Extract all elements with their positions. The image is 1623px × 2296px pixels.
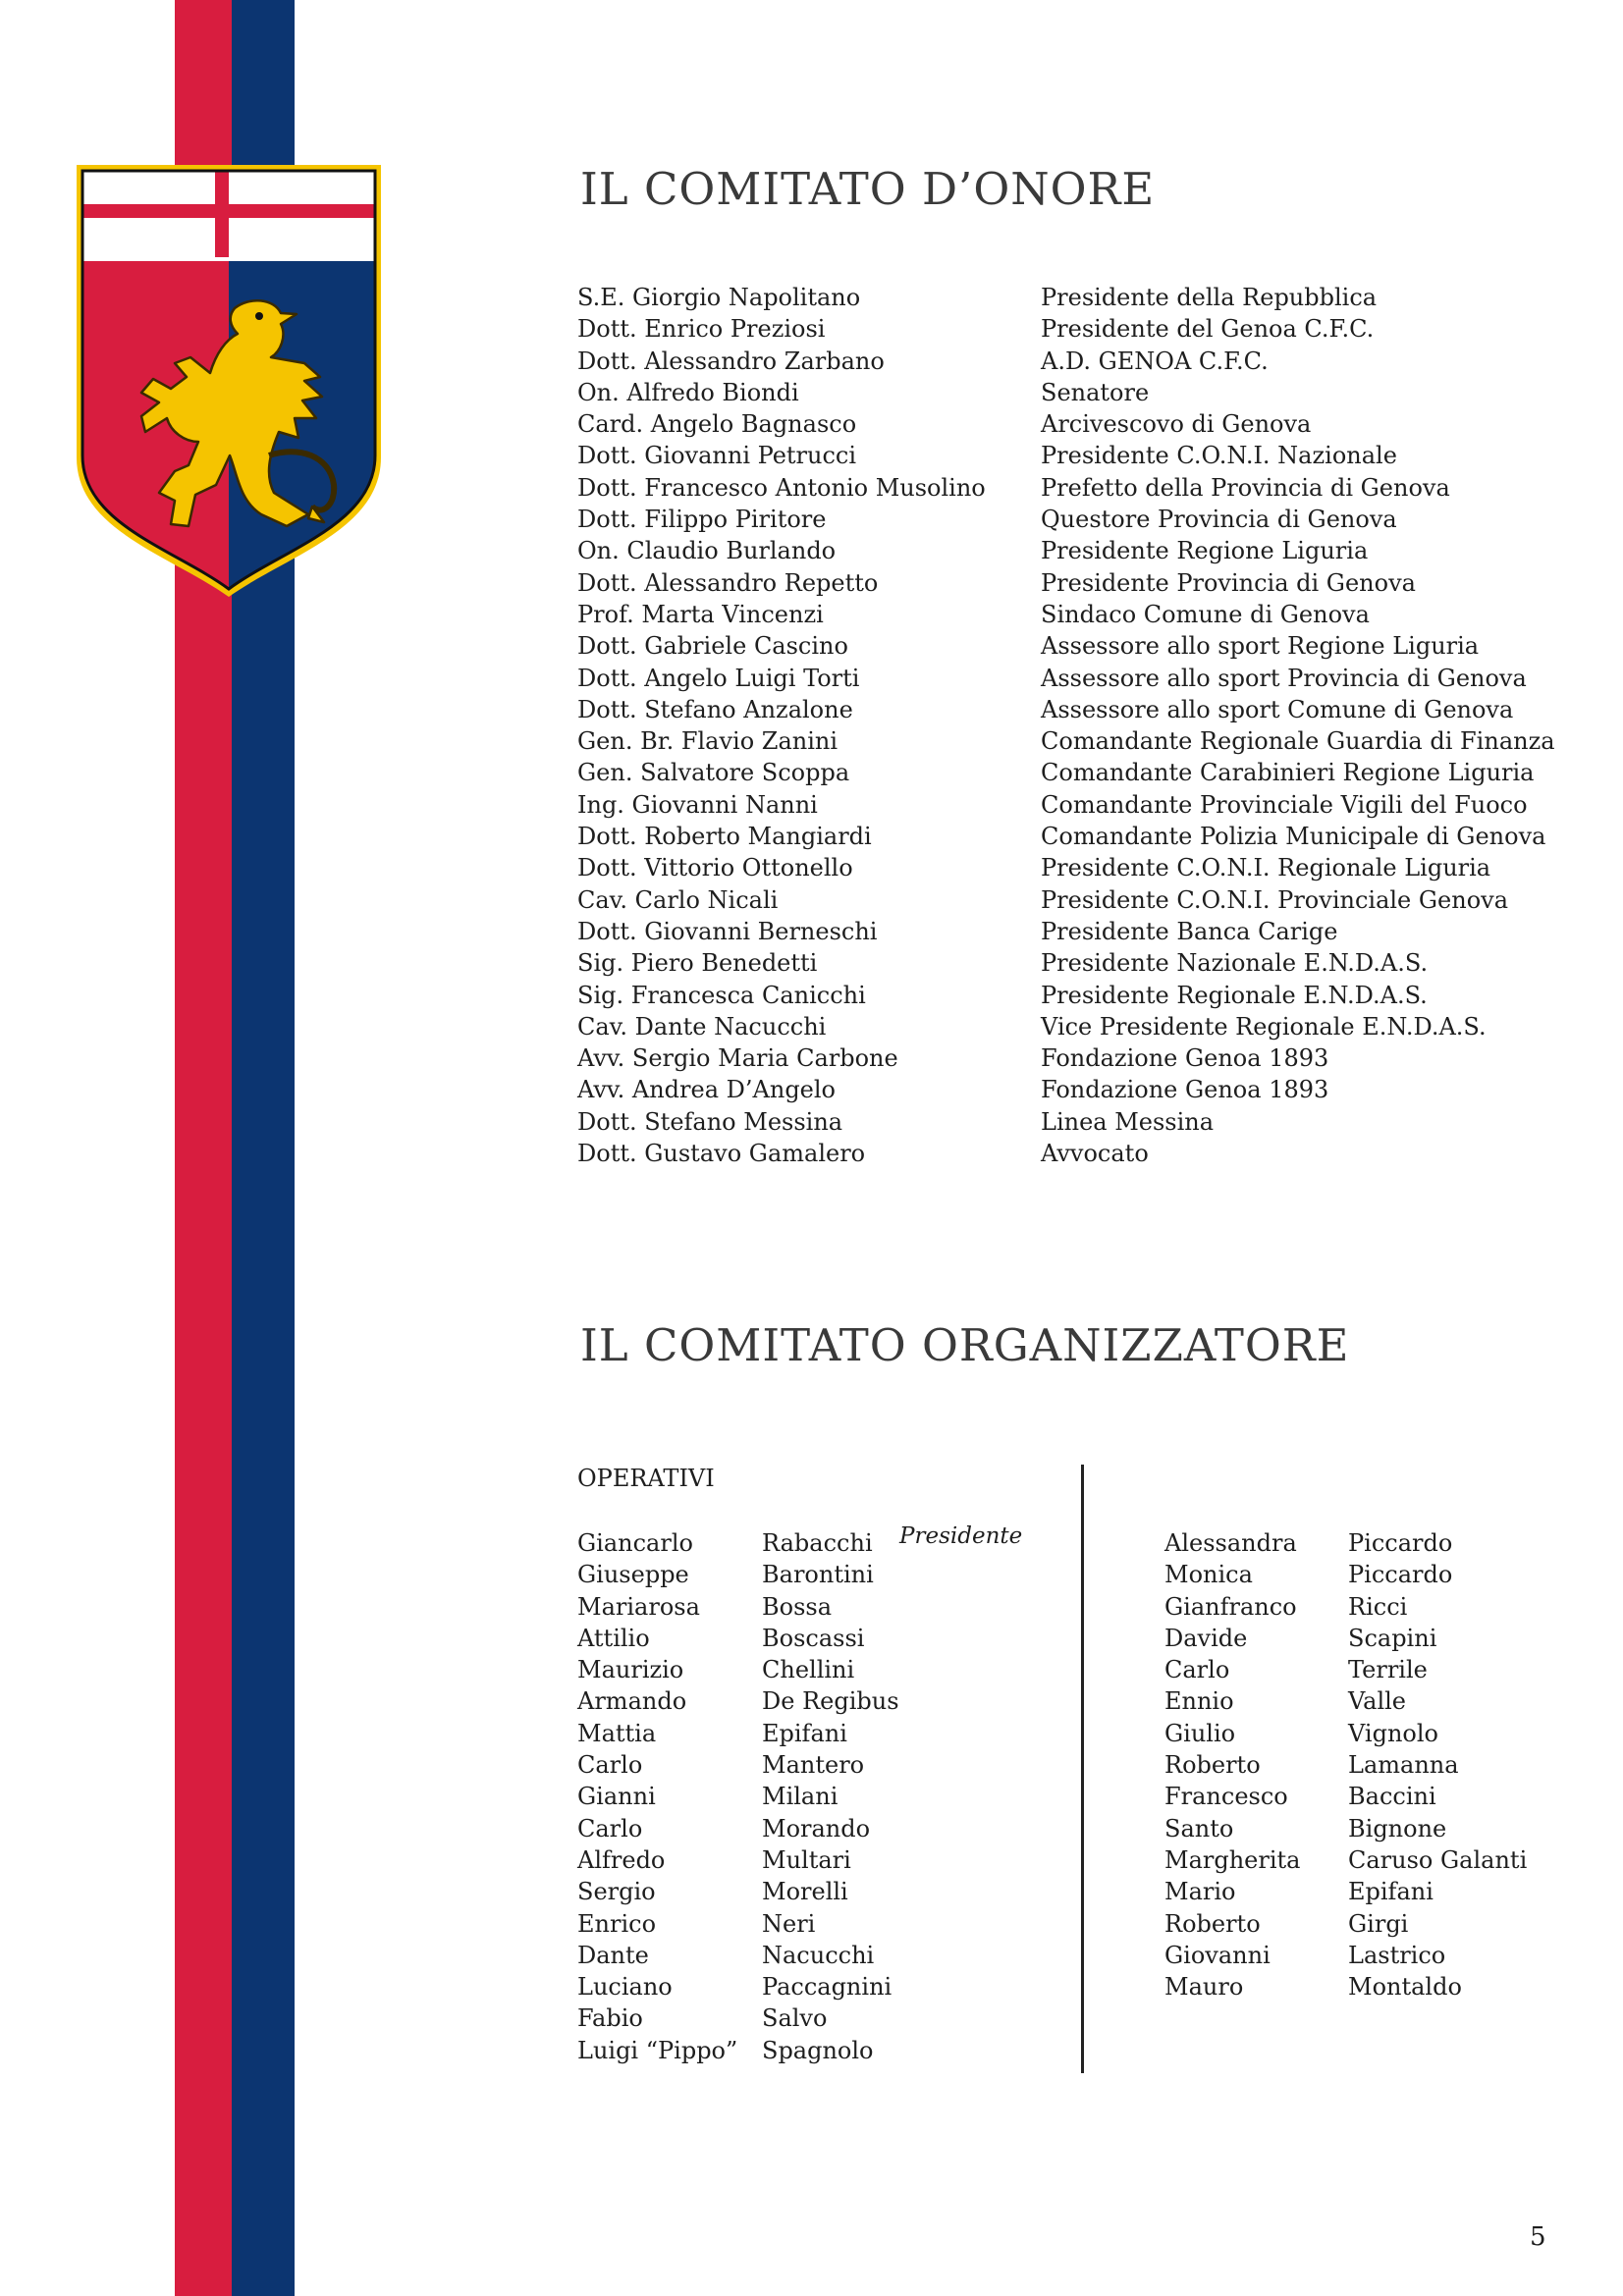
list-item	[577, 346, 1555, 377]
list-item	[577, 2002, 899, 2034]
first-name: Giuseppe	[577, 1561, 689, 1589]
list-item	[577, 1718, 899, 1749]
member-role: Linea Messina	[1041, 1107, 1215, 1136]
member-name: Dott. Gustavo Gamalero	[577, 1140, 866, 1168]
list-item	[577, 1559, 899, 1590]
member-name: Dott. Alessandro Zarbano	[577, 347, 885, 375]
last-name: Epifani	[1348, 1878, 1434, 1906]
list-item	[577, 757, 1555, 788]
last-name: Milani	[762, 1783, 839, 1811]
member-role: Presidente Nazionale E.N.D.A.S.	[1041, 949, 1429, 978]
first-name: Mario	[1164, 1878, 1236, 1906]
first-name: Davide	[1164, 1624, 1248, 1652]
member-role: A.D. GENOA C.F.C.	[1041, 347, 1269, 375]
list-item	[577, 852, 1555, 883]
list-item	[1164, 1813, 1527, 1844]
member-name: Dott. Enrico Preziosi	[577, 315, 826, 344]
first-name: Alessandra	[1164, 1529, 1297, 1557]
first-name: Gianni	[577, 1783, 656, 1811]
list-item	[577, 1042, 1555, 1074]
list-item	[577, 1623, 899, 1654]
member-role: Assessore allo sport Comune di Genova	[1041, 695, 1514, 723]
list-item	[577, 630, 1555, 662]
operativi-left-list	[577, 1527, 899, 2066]
list-item	[1164, 1718, 1527, 1749]
honor-committee-title: IL COMITATO D’ONORE	[580, 163, 1156, 215]
member-name: Dott. Angelo Luigi Torti	[577, 664, 860, 692]
first-name: Mauro	[1164, 1973, 1244, 2002]
member-name: Dott. Filippo Piritore	[577, 506, 827, 534]
first-name: Armando	[577, 1687, 687, 1716]
last-name: Epifani	[762, 1719, 847, 1747]
first-name: Enrico	[577, 1909, 657, 1938]
member-role: Assessore allo sport Provincia di Genova	[1041, 664, 1527, 692]
list-item	[1164, 1940, 1527, 1971]
last-name: Valle	[1348, 1687, 1406, 1716]
member-name: Avv. Sergio Maria Carbone	[577, 1044, 898, 1073]
member-role: Comandante Provinciale Vigili del Fuoco	[1041, 790, 1528, 819]
member-name: Ing. Giovanni Nanni	[577, 790, 818, 819]
list-item	[577, 789, 1555, 821]
member-name: Dott. Gabriele Cascino	[577, 632, 848, 661]
first-name: Margherita	[1164, 1845, 1301, 1874]
page-number: 5	[1530, 2222, 1546, 2252]
last-name: Piccardo	[1348, 1529, 1453, 1557]
member-role: Presidente C.O.N.I. Nazionale	[1041, 442, 1397, 470]
list-item	[577, 1813, 899, 1844]
list-item	[577, 1138, 1555, 1169]
member-name: Dott. Stefano Anzalone	[577, 695, 853, 723]
list-item	[577, 980, 1555, 1011]
first-name: Roberto	[1164, 1751, 1261, 1780]
member-role: Presidente Regionale E.N.D.A.S.	[1041, 981, 1428, 1009]
member-name: S.E. Giorgio Napolitano	[577, 284, 861, 311]
list-item	[1164, 1781, 1527, 1812]
list-item	[577, 1591, 899, 1623]
member-name: Gen. Salvatore Scoppa	[577, 759, 850, 787]
member-role: Assessore allo sport Regione Liguria	[1041, 632, 1480, 661]
last-name: Spagnolo	[762, 2036, 874, 2064]
first-name: Giovanni	[1164, 1941, 1271, 1969]
first-name: Santo	[1164, 1814, 1234, 1842]
member-role: Comandante Carabinieri Regione Liguria	[1041, 759, 1535, 787]
list-item	[577, 663, 1555, 694]
list-item	[577, 1876, 899, 1907]
member-role: Prefetto della Provincia di Genova	[1041, 473, 1450, 502]
list-item	[577, 440, 1555, 471]
first-name: Gianfranco	[1164, 1592, 1297, 1621]
last-name: Lamanna	[1348, 1751, 1459, 1780]
last-name: Neri	[762, 1909, 816, 1938]
last-name: Paccagnini	[762, 1973, 893, 2002]
list-item	[1164, 1527, 1527, 1559]
last-name: Boscassi	[762, 1624, 865, 1652]
member-name: Dott. Roberto Mangiardi	[577, 823, 872, 851]
last-name: Rabacchi	[762, 1529, 873, 1557]
list-item	[577, 884, 1555, 916]
list-item	[577, 1971, 899, 2002]
list-item	[577, 567, 1555, 599]
first-name: Giancarlo	[577, 1529, 693, 1557]
member-role: Presidente Regione Liguria	[1041, 537, 1369, 565]
member-role: Presidente della Repubblica	[1041, 284, 1378, 311]
last-name: Girgi	[1348, 1909, 1409, 1938]
first-name: Mattia	[577, 1719, 657, 1747]
first-name: Luciano	[577, 1973, 673, 2002]
list-item	[577, 408, 1555, 440]
list-item	[577, 1781, 899, 1812]
list-item	[577, 313, 1555, 345]
list-item	[577, 535, 1555, 566]
honor-committee-list	[577, 282, 1555, 1169]
list-item	[577, 1908, 899, 1940]
last-name: Scapini	[1348, 1624, 1437, 1652]
list-item	[577, 599, 1555, 630]
operativi-label: OPERATIVI	[577, 1465, 715, 1492]
member-role: Sindaco Comune di Genova	[1041, 600, 1370, 628]
list-item	[577, 1106, 1555, 1138]
first-name: Ennio	[1164, 1687, 1234, 1716]
list-item	[577, 2035, 899, 2066]
member-role: Presidente Provincia di Genova	[1041, 568, 1416, 597]
member-name: Sig. Francesca Canicchi	[577, 981, 866, 1009]
list-item	[577, 504, 1555, 535]
member-name: Dott. Francesco Antonio Musolino	[577, 473, 986, 502]
first-name: Alfredo	[577, 1845, 666, 1874]
last-name: Ricci	[1348, 1592, 1408, 1621]
list-item	[577, 1074, 1555, 1105]
list-item	[577, 821, 1555, 852]
member-name: Prof. Marta Vincenzi	[577, 600, 824, 628]
last-name: Vignolo	[1348, 1719, 1438, 1747]
last-name: Caruso Galanti	[1348, 1845, 1528, 1874]
last-name: De Regibus	[762, 1687, 899, 1716]
first-name: Carlo	[577, 1814, 643, 1842]
list-item	[577, 725, 1555, 757]
member-name: Avv. Andrea D’Angelo	[577, 1076, 837, 1104]
first-name: Maurizio	[577, 1656, 684, 1684]
member-role: Avvocato	[1041, 1140, 1149, 1168]
list-item	[1164, 1654, 1527, 1685]
member-name: On. Alfredo Biondi	[577, 378, 799, 406]
first-name: Attilio	[577, 1624, 650, 1652]
list-item	[1164, 1591, 1527, 1623]
organizing-committee-title: IL COMITATO ORGANIZZATORE	[580, 1319, 1350, 1371]
list-item	[577, 1844, 899, 1876]
last-name: Terrile	[1348, 1656, 1428, 1684]
president-label: Presidente	[899, 1523, 1023, 1549]
first-name: Mariarosa	[577, 1592, 700, 1621]
list-item	[577, 916, 1555, 947]
last-name: Montaldo	[1348, 1973, 1462, 2002]
first-name: Carlo	[1164, 1656, 1230, 1684]
list-item	[577, 1527, 899, 1559]
member-role: Arcivescovo di Genova	[1041, 410, 1312, 439]
list-item	[577, 1749, 899, 1781]
member-name: Dott. Giovanni Berneschi	[577, 917, 878, 945]
list-item	[577, 377, 1555, 408]
first-name: Roberto	[1164, 1909, 1261, 1938]
first-name: Fabio	[577, 2004, 643, 2033]
member-role: Presidente del Genoa C.F.C.	[1041, 315, 1375, 344]
genoa-crest-icon	[73, 161, 385, 601]
list-item	[1164, 1844, 1527, 1876]
member-name: Gen. Br. Flavio Zanini	[577, 727, 839, 756]
last-name: Bignone	[1348, 1814, 1447, 1842]
list-item	[577, 1940, 899, 1971]
member-name: Cav. Dante Nacucchi	[577, 1012, 827, 1041]
last-name: Barontini	[762, 1561, 874, 1589]
member-role: Senatore	[1041, 378, 1150, 406]
member-role: Vice Presidente Regionale E.N.D.A.S.	[1041, 1012, 1487, 1041]
list-item	[577, 694, 1555, 725]
member-name: Dott. Giovanni Petrucci	[577, 442, 857, 470]
list-item	[1164, 1559, 1527, 1590]
list-item	[1164, 1749, 1527, 1781]
member-role: Fondazione Genoa 1893	[1041, 1076, 1329, 1104]
list-item	[577, 472, 1555, 504]
column-divider	[1081, 1465, 1084, 2073]
last-name: Morelli	[762, 1878, 848, 1906]
first-name: Dante	[577, 1941, 649, 1969]
last-name: Morando	[762, 1814, 871, 1842]
last-name: Chellini	[762, 1656, 855, 1684]
list-item	[577, 947, 1555, 979]
member-name: Dott. Stefano Messina	[577, 1107, 843, 1136]
first-name: Francesco	[1164, 1783, 1288, 1811]
last-name: Multari	[762, 1845, 851, 1874]
member-name: Cav. Carlo Nicali	[577, 885, 779, 914]
last-name: Mantero	[762, 1751, 865, 1780]
operativi-right-list	[1164, 1527, 1527, 2002]
list-item	[1164, 1685, 1527, 1717]
member-name: On. Claudio Burlando	[577, 537, 837, 565]
member-role: Presidente Banca Carige	[1041, 917, 1338, 945]
list-item	[1164, 1623, 1527, 1654]
first-name: Sergio	[577, 1878, 656, 1906]
member-name: Dott. Alessandro Repetto	[577, 568, 879, 597]
first-name: Giulio	[1164, 1719, 1236, 1747]
last-name: Lastrico	[1348, 1941, 1446, 1969]
last-name: Baccini	[1348, 1783, 1436, 1811]
member-role: Fondazione Genoa 1893	[1041, 1044, 1329, 1073]
first-name: Luigi “Pippo”	[577, 2036, 738, 2064]
member-role: Comandante Polizia Municipale di Genova	[1041, 823, 1546, 851]
member-role: Comandante Regionale Guardia di Finanza	[1041, 727, 1555, 756]
member-role: Presidente C.O.N.I. Regionale Liguria	[1041, 854, 1491, 882]
list-item	[577, 282, 1555, 313]
list-item	[577, 1654, 899, 1685]
member-role: Presidente C.O.N.I. Provinciale Genova	[1041, 885, 1509, 914]
list-item	[577, 1011, 1555, 1042]
last-name: Salvo	[762, 2004, 828, 2033]
member-name: Dott. Vittorio Ottonello	[577, 854, 853, 882]
last-name: Bossa	[762, 1592, 833, 1621]
member-name: Card. Angelo Bagnasco	[577, 410, 857, 439]
last-name: Piccardo	[1348, 1561, 1453, 1589]
member-name: Sig. Piero Benedetti	[577, 949, 818, 978]
list-item	[1164, 1971, 1527, 2002]
list-item	[1164, 1908, 1527, 1940]
first-name: Carlo	[577, 1751, 643, 1780]
last-name: Nacucchi	[762, 1941, 875, 1969]
list-item	[1164, 1876, 1527, 1907]
list-item	[577, 1685, 899, 1717]
first-name: Monica	[1164, 1561, 1253, 1589]
member-role: Questore Provincia di Genova	[1041, 506, 1397, 534]
